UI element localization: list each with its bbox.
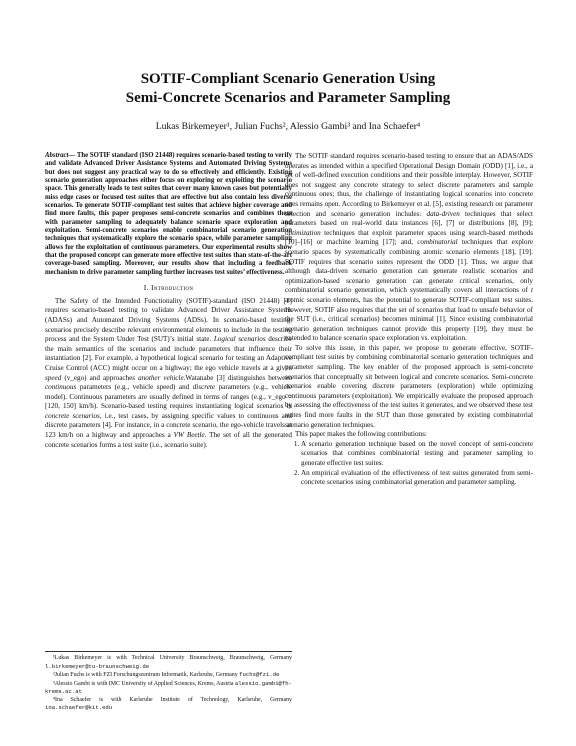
title-line-2: Semi-Concrete Scenarios and Parameter Sampling xyxy=(125,90,451,106)
email-link[interactable]: fuchs@fzi.de xyxy=(239,671,280,678)
footnote-3: ³Alessio Gambi is with IMC University of Applied Sciences, Krems, Austria alessio.gambi@fh-krems.ac.at xyxy=(45,679,292,695)
footnote-1: ¹Lukas Birkemeyer is with Technical University Braunschweig, Braunschweig, Germany l.birkemeyer@tu-braunschweig.de xyxy=(45,655,292,670)
paper-title xyxy=(0,70,576,108)
intro-paragraph-1: The Safety of the Intended Functionality (SOTIF)-standard (ISO 21448) [1] requires scenario-based testing to validate Advanced Driver Assistance Systems (ADASs) and Automated Driving Systems (ADSs). In scenario-based testing, scenarios precisely describe relevant environmental elements to include in the testing process and the System Under Test (SUT)’s initial state. Logical scenarios describe the main semantics of the scenarios and include parameters that influence their instantiation [2]. For example, a hypothetical logical scenario for testing an Adaptive Cruise Control (ACC) might occur on a highway; the ego vehicle travels at a given speed (v_ego) and approaches another vehicle.Watanabe [3] distinguishes between continuous parameters (e.g., vehicle speed) and discrete parameters (e.g., vehicle model). Continuous parameters are usually defined in terms of ranges (e.g., v_ego = [120, 150] km/h). Scenario-based testing requires instantiating logical scenarios in concrete scenarios, i.e., test cases, by assigning specific values to continuous and discrete parameters [4]. For instance, in a concrete scenario, the ego-vehicle travels at 123 km/h on a highway and approaches a VW Beetle. The set of all the generated concrete scenarios forms a test suite (i.e., scenario suite). xyxy=(45,296,293,449)
abstract xyxy=(45,152,292,277)
intro-paragraph-2: The SOTIF standard requires scenario-based testing to ensure that an ADAS/ADS operates as intended within a specified Operational Design Domain (ODD) [1], i.e., a set of well-defined execution conditions and their possible interplay. However, SOTIF does not suggest any concrete strategy to select discrete parameters and sample continuous ones; thus, the challenge of instantiating logical scenarios into concrete ones remains open. According to Birkemeyer et al. [5], existing research on parameter selection and scenario generation includes: data-driven techniques that select parameters based on real-world data instances [6], [7] or distributions [8], [9]; optimization techniques that exploit parameter spaces using search-based methods [10]–[16] or machine learning [17]; and, combinatorial techniques that explore scenario spaces by systematically combining atomic scenario elements [18], [19]. SOTIF requires that scenario suites represent the ODD [1]. Thus, we argue that although data-driven scenario generation can generate realistic scenarios and optimization-based scenario generation can generate critical scenarios, only combinatorial scenario generation, which systematically covers all interactions of t atomic scenario elements, has the potential to generate SOTIF-compliant test suites. However, SOTIF also requires that the set of scenarios that lead to unsafe behavior of the SUT (i.e., critical scenarios) becomes minimal [1]. Since existing combinatorial scenario generation techniques cannot provide this property [19], they must be extended to balance scenario space exploration vs. exploitation. xyxy=(285,152,533,343)
email-link[interactable]: ina.schaefer@kit.edu xyxy=(45,704,113,711)
abstract-lead: Abstract— xyxy=(45,152,76,159)
footnote-4: ⁴Ina Schaefer is with Karlsruhe Institute of Technology, Karlsruhe, Germany ina.schaefer@kit.edu xyxy=(45,696,292,711)
list-item: 2. An empirical evaluation of the effectiveness of test suites generated from semi-concrete scenarios using combinatorial generation and parameter sampling. xyxy=(301,469,533,488)
footnotes xyxy=(45,651,292,713)
intro-paragraph-3: To solve this issue, in this paper, we propose to generate effective, SOTIF-compliant test suites by combining combinatorial scenario generation techniques and parameter sampling. The key enabler of the proposed approach is semi-concrete scenarios that conceptually sit between logical and concrete scenarios. Semi-concrete scenarios enable covering discrete parameters (exploration) while optimizing continuous parameters (exploitation). We empirically evaluate the proposed approach by assessing the effectiveness of the test suites it generates, and we observed these test suites find more faults in the SUT than those generated by existing combinatorial scenario generation techniques. xyxy=(285,343,533,429)
footnote-2: ²Julian Fuchs is with FZI Forschungszentrum Informatik, Karlsruhe, Germany fuchs@fzi.de xyxy=(53,671,280,678)
list-item: 1. A scenario generation technique based on the novel concept of semi-concrete scenarios that combines combinatorial testing and parameter sampling to generate effective test suites. xyxy=(301,440,533,469)
email-link[interactable]: alessio.gambi@fh-krems.ac.at xyxy=(45,679,292,695)
intro-paragraph-4: This paper makes the following contributions: xyxy=(295,430,427,439)
section-heading-introduction: I. Introduction xyxy=(143,283,194,293)
title-line-1: SOTIF-Compliant Scenario Generation Using xyxy=(140,71,436,87)
email-link[interactable]: l.birkemeyer@tu-braunschweig.de xyxy=(45,662,150,670)
contribution-list xyxy=(285,440,533,488)
author-list: Lukas Birkemeyer¹, Julian Fuchs², Alessio Gambi³ and Ina Schaefer⁴ xyxy=(155,121,421,132)
left-column xyxy=(45,152,292,450)
right-column xyxy=(285,152,533,488)
abstract-text: The SOTIF standard (ISO 21448) requires scenario-based testing to verify and validate Advanced Driver Assistance Systems and Automated Driving Systems but does not suggest any practical way to do so effectively and efficiently. Existing scenario generation approaches either focus on exploring or exploiting the scenario space. This generally leads to test suites that cover many known cases but potentially miss edge cases or focused test suites that are effective but also contain less diverse scenarios. To generate SOTIF-compliant test suites that achieve higher coverage and find more faults, this paper proposes semi-concrete scenarios and combines them with parameter sampling to adequately balance scenario space exploration and exploitation. Semi-concrete scenarios enable combinatorial scenario generation techniques that systematically explore the scenario space, while parameter sampling allows for the exploitation of continuous parameters. Our experimental results show that the proposed concept can generate more effective test suites than state-of-the-art coverage-based sampling. Moreover, our results show that including a feedback mechanism to drive parameter sampling further increases test suites’ effectiveness. xyxy=(45,152,292,276)
